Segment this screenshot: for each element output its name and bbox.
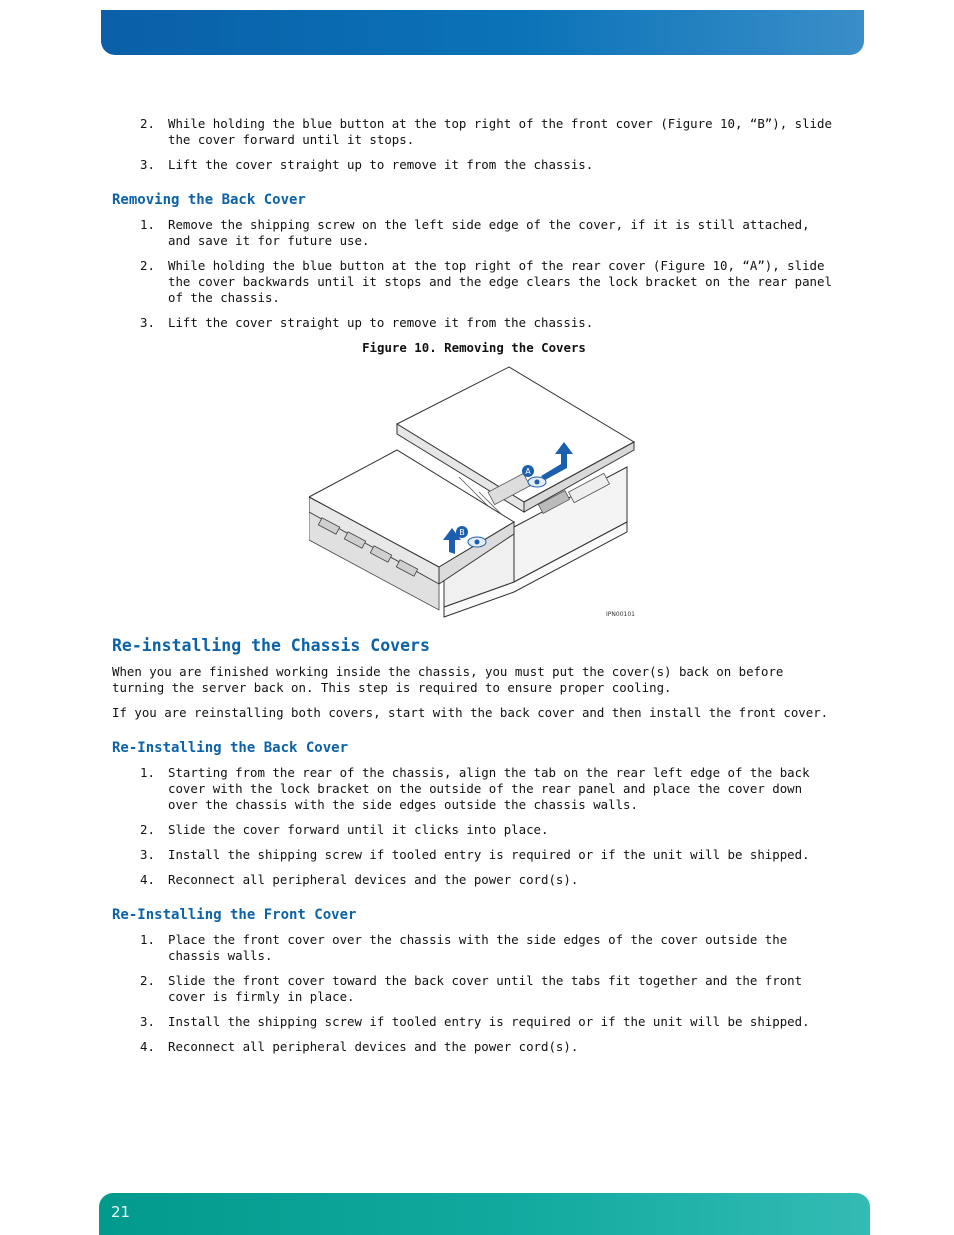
list-item (112, 116, 836, 148)
label-b: B (459, 528, 465, 537)
reinstall-front-steps (112, 932, 836, 1055)
list-item (112, 258, 836, 306)
step-number: 3. (140, 157, 155, 172)
step-number: 1. (140, 217, 155, 232)
step-number: 3. (140, 1014, 155, 1029)
step-number: 4. (140, 1039, 155, 1054)
step-number: 1. (140, 765, 155, 780)
step-number: 2. (140, 258, 155, 273)
list-item (112, 765, 836, 813)
step-number: 2. (140, 822, 155, 837)
step-text: Reconnect all peripheral devices and the power cord(s). (168, 872, 579, 887)
step-number: 4. (140, 872, 155, 887)
list-item (112, 1039, 836, 1055)
figure-caption: Figure 10. Removing the Covers (362, 340, 586, 355)
list-item (112, 872, 836, 888)
section-heading-reinstall: Re-installing the Chassis Covers (112, 636, 430, 655)
step-text: While holding the blue button at the top right of the front cover (Figure 10, “B”), slide the cover forward until it stops. (168, 116, 832, 147)
step-number: 1. (140, 932, 155, 947)
list-item (112, 973, 836, 1005)
step-text: Slide the cover forward until it clicks into place. (168, 822, 549, 837)
document-body (112, 116, 836, 1064)
list-item (112, 847, 836, 863)
step-text: Lift the cover straight up to remove it from the chassis. (168, 157, 594, 172)
front-cover-steps (112, 116, 836, 173)
header-banner (101, 10, 864, 55)
list-item (112, 157, 836, 173)
section-heading-reinstall-back: Re-Installing the Back Cover (112, 740, 349, 756)
step-number: 3. (140, 315, 155, 330)
back-cover-steps (112, 217, 836, 331)
step-text: Reconnect all peripheral devices and the power cord(s). (168, 1039, 579, 1054)
label-a: A (525, 467, 531, 476)
paragraph: If you are reinstalling both covers, start with the back cover and then install the front cover. (112, 705, 829, 720)
section-heading-reinstall-front: Re-Installing the Front Cover (112, 907, 357, 923)
step-text: Install the shipping screw if tooled entry is required or if the unit will be shipped. (168, 1014, 810, 1029)
step-text: Remove the shipping screw on the left side edge of the cover, if it is still attached, and save it for future use. (168, 217, 810, 248)
page-number: 21 (111, 1203, 131, 1221)
step-number: 2. (140, 116, 155, 131)
list-item (112, 822, 836, 838)
list-item (112, 932, 836, 964)
chassis-illustration (309, 362, 639, 622)
step-text: While holding the blue button at the top right of the rear cover (Figure 10, “A”), slide the cover backwards until it stops and the edge clears the lock bracket on the rear panel of the chassis. (168, 258, 832, 305)
step-text: Place the front cover over the chassis with the side edges of the cover outside the chassis walls. (168, 932, 788, 963)
chassis-figure (309, 362, 639, 622)
paragraph: When you are finished working inside the chassis, you must put the cover(s) back on before turning the server back on. This step is required to ensure proper cooling. (112, 664, 784, 695)
step-number: 3. (140, 847, 155, 862)
figure-code: IPN00101 (606, 611, 635, 618)
step-text: Lift the cover straight up to remove it from the chassis. (168, 315, 594, 330)
list-item (112, 1014, 836, 1030)
footer-banner (99, 1193, 870, 1235)
step-text: Slide the front cover toward the back cover until the tabs fit together and the front cover is firmly in place. (168, 973, 803, 1004)
step-text: Starting from the rear of the chassis, align the tab on the rear left edge of the back cover with the lock bracket on the outside of the rear panel and place the cover down over the chassis with the side edges outside the chassis walls. (168, 765, 810, 812)
step-number: 2. (140, 973, 155, 988)
reinstall-back-steps (112, 765, 836, 888)
list-item (112, 217, 836, 249)
list-item (112, 315, 836, 331)
step-text: Install the shipping screw if tooled entry is required or if the unit will be shipped. (168, 847, 810, 862)
section-heading-back-cover: Removing the Back Cover (112, 192, 306, 208)
